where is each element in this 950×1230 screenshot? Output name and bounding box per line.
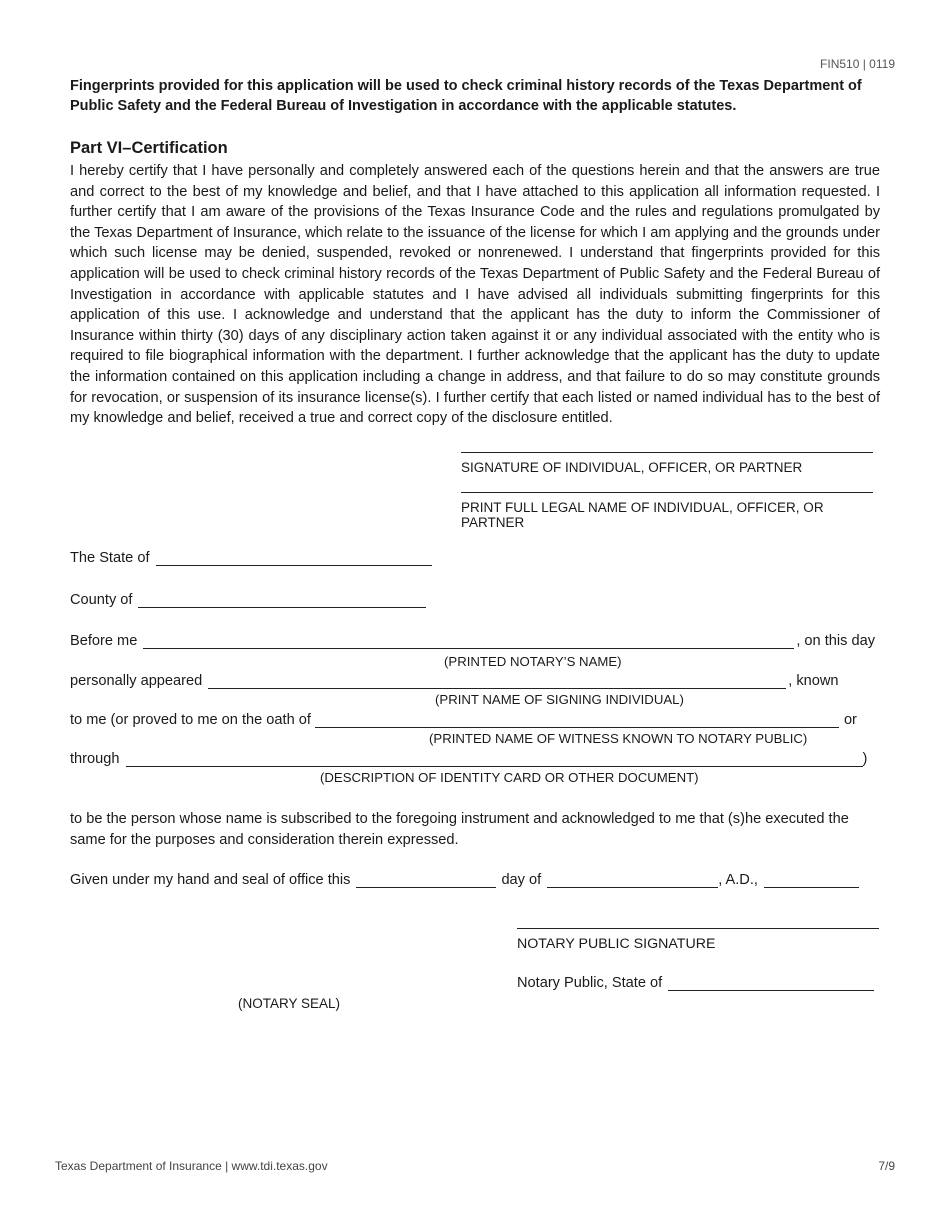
on-this-day-label: , on this day [796,633,876,649]
through-row [70,751,867,767]
day-of-label: day of [501,872,542,888]
notary-signature-line[interactable] [517,928,879,929]
print-name-caption: PRINT FULL LEGAL NAME OF INDIVIDUAL, OFFICER, OR PARTNER [461,500,824,530]
state-row [70,550,434,566]
signature-block [461,452,873,475]
given-day-field[interactable] [356,873,496,888]
given-month-field[interactable] [547,873,718,888]
known-label: , known [788,673,839,689]
county-row [70,592,428,608]
signature-caption: SIGNATURE OF INDIVIDUAL, OFFICER, OR PARTNER [461,460,803,475]
notary-signature-caption: NOTARY PUBLIC SIGNATURE [517,936,716,952]
ad-label: , A.D., [718,872,758,888]
notary-name-caption: (PRINTED NOTARY’S NAME) [444,654,622,669]
notary-state-row [517,975,876,991]
form-code: FIN510 | 0119 [820,57,895,71]
footer-agency: Texas Department of Insurance | www.tdi.texas.gov [55,1159,328,1173]
given-year-field[interactable] [764,873,859,888]
through-label: through [70,751,120,767]
notary-name-field[interactable] [143,634,794,649]
before-me-label: Before me [70,633,138,649]
signing-individual-field[interactable] [208,674,786,689]
print-name-block [461,492,873,530]
notary-signature-block [517,928,879,952]
witness-row [70,712,857,728]
section-heading: Part VI–Certification [70,139,228,157]
or-label: or [843,712,857,728]
certification-text: I hereby certify that I have personally and completely answered each of the questions herein and that the answers are true and correct to the best of my knowledge and belief, and that I have attached to this application all information requested. I further certify that I am aware of the provisions of the Texas Insurance Code and the rules and regulations promulgated by the Texas Department of Insurance, which relate to the issuance of the license for which I am applying and the grounds under which such license may be denied, suspended, revoked or nonrenewed. I understand that fingerprints provided for this application will be used to check criminal history records of the Texas Department of Public Safety and the Federal Bureau of Investigation in accordance with applicable statutes and I have advised all individuals submitting fingerprints for this application of this use. I acknowledge and understand that the applicant has the duty to inform the Commissioner of Insurance within thirty (30) days of any disciplinary action taken against it or any individual associated with the entity who is required to file biographical information with the department. I further acknowledge that the applicant has the duty to update the information contained on this application including a change in address, and that failure to do so may constitute grounds for revocation, or suspension of its insurance license(s). I further certify that each listed or named individual has to the best of my knowledge and belief, received a true and correct copy of the disclosure entitled. [70,163,880,427]
signature-line[interactable] [461,452,873,453]
acknowledgment-text: to be the person whose name is subscribed to the foregoing instrument and acknowledged to me that (s)he executed the same for the purposes and consideration therein expressed. [70,811,849,848]
print-name-line[interactable] [461,492,873,493]
fingerprint-notice: Fingerprints provided for this application will be used to check criminal history records of the Texas Department of Public Safety and the Federal Bureau of Investigation in accordance with the applicable statutes. [70,78,862,114]
notary-state-field[interactable] [668,976,874,991]
signing-individual-caption: (PRINT NAME OF SIGNING INDIVIDUAL) [435,692,684,707]
personally-appeared-row [70,673,839,689]
identity-caption: (DESCRIPTION OF IDENTITY CARD OR OTHER DOCUMENT) [320,770,699,785]
notary-seal-label: (NOTARY SEAL) [238,996,341,1011]
before-me-row [70,633,875,649]
county-field[interactable] [138,593,426,608]
state-field[interactable] [156,551,432,566]
page-number: 7/9 [878,1159,895,1173]
personally-appeared-label: personally appeared [70,673,203,689]
given-label: Given under my hand and seal of office this [70,872,351,888]
given-row [70,872,861,888]
through-close: ) [862,751,868,767]
witness-caption: (PRINTED NAME OF WITNESS KNOWN TO NOTARY PUBLIC) [429,731,808,746]
to-me-label: to me (or proved to me on the oath of [70,712,311,728]
state-label: The State of [70,550,150,566]
witness-field[interactable] [315,713,839,728]
county-label: County of [70,592,133,608]
notary-state-label: Notary Public, State of [517,975,663,991]
identity-document-field[interactable] [126,752,863,767]
